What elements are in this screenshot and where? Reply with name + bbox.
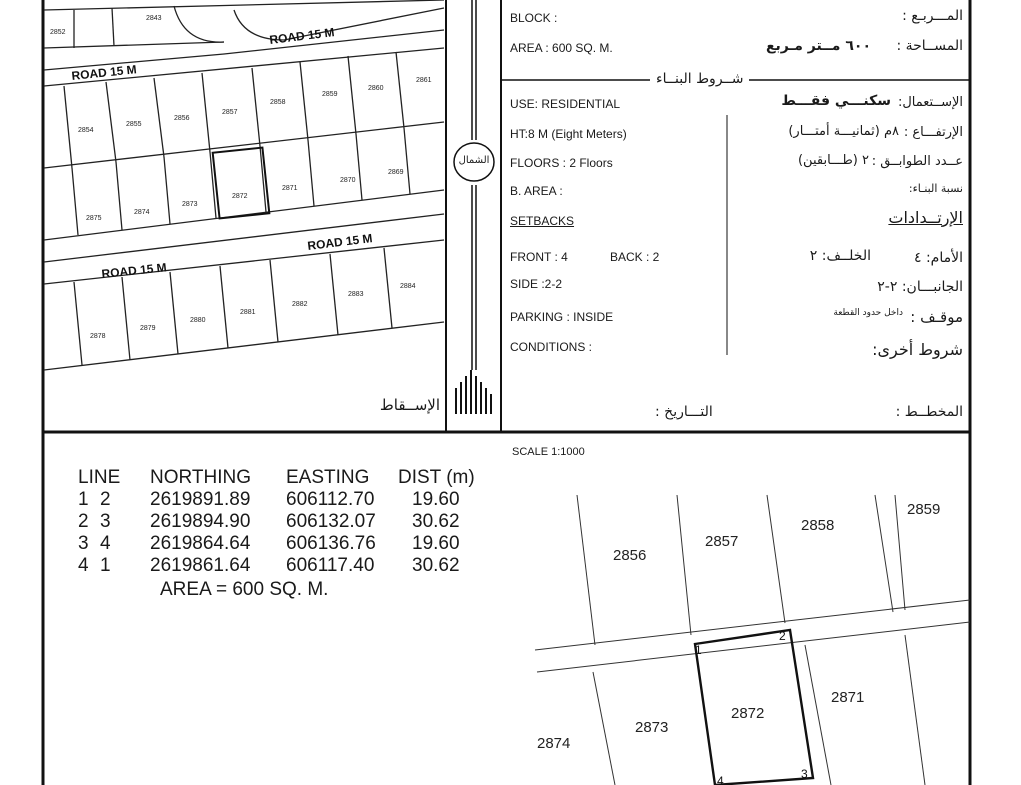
plot-number: 2874 [134,209,150,216]
projection-caption: الإســقاط [379,396,440,414]
table-cell: 30.62 [412,511,460,532]
block-label: BLOCK : [510,11,558,25]
plot-number: 2881 [240,309,256,316]
table-row [78,555,475,577]
corner-label: 3 [801,767,808,781]
road-label: ROAD 15 M [268,25,336,47]
other-conditions-ar: شروط أخرى: [872,340,963,359]
table-cell: 606112.70 [286,489,375,510]
plot-number: 2872 [731,705,765,722]
floors-ar-value: ٢ (طـــابقين) [797,153,869,168]
coordinates-grid [78,467,475,577]
plot-number: 2875 [86,215,102,222]
coordinates-table [78,467,475,601]
side-label: SIDE :2-2 [510,277,563,291]
table-row [78,533,475,555]
plot-number: 2879 [140,325,156,332]
table-cell: 1 [78,489,89,510]
table-cell: 2619894.90 [150,511,251,532]
scale-label: SCALE 1:1000 [512,446,585,458]
use-label: USE: RESIDENTIAL [510,97,621,111]
corner-label: 4 [717,774,724,785]
road-label: ROAD 15 M [100,260,168,281]
table-cell: 2 [100,489,111,510]
table-cell: 3 [100,511,111,532]
table-cell: 19.60 [412,489,460,510]
back-ar: الخلــف: ٢ [809,248,871,264]
height-ar-label: الإرتفـــاع : [903,125,963,140]
plot-number: 2859 [322,91,338,98]
corner-label: 1 [695,643,702,657]
height-ar-value: ٨م (ثمانيـــة أمتـــار) [788,124,899,139]
plot-number: 2858 [270,99,286,106]
detail-map [505,440,970,785]
road-label: ROAD 15 M [306,231,374,253]
table-cell: 2619891.89 [150,489,251,510]
side-ar: الجانبـــان: ٢-٢ [877,279,963,295]
plot-number: 2859 [907,501,941,518]
planner-ar: المخطــط : [895,404,963,420]
plot-number: 2880 [190,317,206,324]
plot-number: 2860 [368,85,384,92]
plot-number: 2871 [282,185,298,192]
plot-number: 2857 [222,109,238,116]
block-ar-label: المـــربـع : [902,8,963,24]
table-row [78,489,475,511]
area-ar-value: ٦٠٠ مــتر مـربع [765,38,871,54]
table-cell: 3 [78,533,89,554]
table-cell: 30.62 [412,555,460,576]
parking-label: PARKING : INSIDE [510,310,614,324]
column-header: NORTHING [150,467,251,488]
table-cell: 606117.40 [286,555,375,576]
area-label: AREA : 600 SQ. M. [510,41,613,55]
conditions-title: شــروط البنــاء [656,71,744,87]
column-header: EASTING [286,467,370,488]
plot-number: 2873 [635,719,669,736]
column-header: DIST (m) [398,467,475,488]
table-row [78,511,475,533]
parking-ar-label: موقـف : [910,308,963,326]
table-cell: 606132.07 [286,511,376,532]
table-header-row [78,467,475,489]
plot-number: 2858 [801,517,835,534]
conditions-label: CONDITIONS : [510,340,593,354]
plot-number: 2874 [537,735,571,752]
building-area-ar: نسبة البنـاء: [908,182,963,195]
use-ar-value: سكنـــي فقـــط [781,93,891,109]
key-map [44,0,446,432]
plot-number: 2872 [232,193,248,200]
table-cell: 4 [100,533,111,554]
use-ar-label: الإســتعمال: [897,95,963,110]
front-ar: الأمام: ٤ [913,250,963,266]
height-label: HT:8 M (Eight Meters) [510,127,627,141]
plot-number: 2873 [182,201,198,208]
plot-number: 2852 [50,29,66,36]
conditions-title-box [650,70,749,90]
setbacks-label: SETBACKS [510,214,575,228]
plot-number: 2861 [416,77,432,84]
north-label: الشمال [458,155,490,166]
setbacks-ar: الإرتــدادات [888,208,963,227]
table-cell: 1 [100,555,111,576]
floors-label: FLOORS : 2 Floors [510,156,613,170]
floors-ar-label: عــدد الطوابــق : [871,154,963,169]
plot-number: 2854 [78,127,94,134]
scale-bars-icon [452,368,496,416]
date-ar: التـــاريخ : [655,404,713,420]
plot-number: 2869 [388,169,404,176]
plot-number: 2856 [174,115,190,122]
table-cell: 4 [78,555,89,576]
corner-label: 2 [779,629,786,643]
table-cell: 2619864.64 [150,533,251,554]
plot-number: 2882 [292,301,308,308]
area-total: AREA = 600 SQ. M. [160,579,329,600]
table-cell: 19.60 [412,533,460,554]
building-area-label: B. AREA : [510,184,563,198]
plot-number: 2857 [705,533,739,550]
plot-number: 2870 [340,177,356,184]
plot-number: 2883 [348,291,364,298]
plot-number: 2856 [613,547,647,564]
plot-number: 2871 [831,689,865,706]
table-cell: 2 [78,511,89,532]
column-header: LINE [78,467,121,488]
back-label: BACK : 2 [610,250,660,264]
front-label: FRONT : 4 [510,250,568,264]
table-cell: 606136.76 [286,533,376,554]
table-cell: 2619861.64 [150,555,251,576]
parking-ar-value: داخل حدود القطعة [833,308,903,318]
plot-number: 2843 [146,15,162,22]
plot-number: 2855 [126,121,142,128]
plot-number: 2878 [90,333,106,340]
area-ar-label: المســاحة : [896,38,963,54]
road-label: ROAD 15 M [70,62,138,83]
plot-number: 2884 [400,283,416,290]
